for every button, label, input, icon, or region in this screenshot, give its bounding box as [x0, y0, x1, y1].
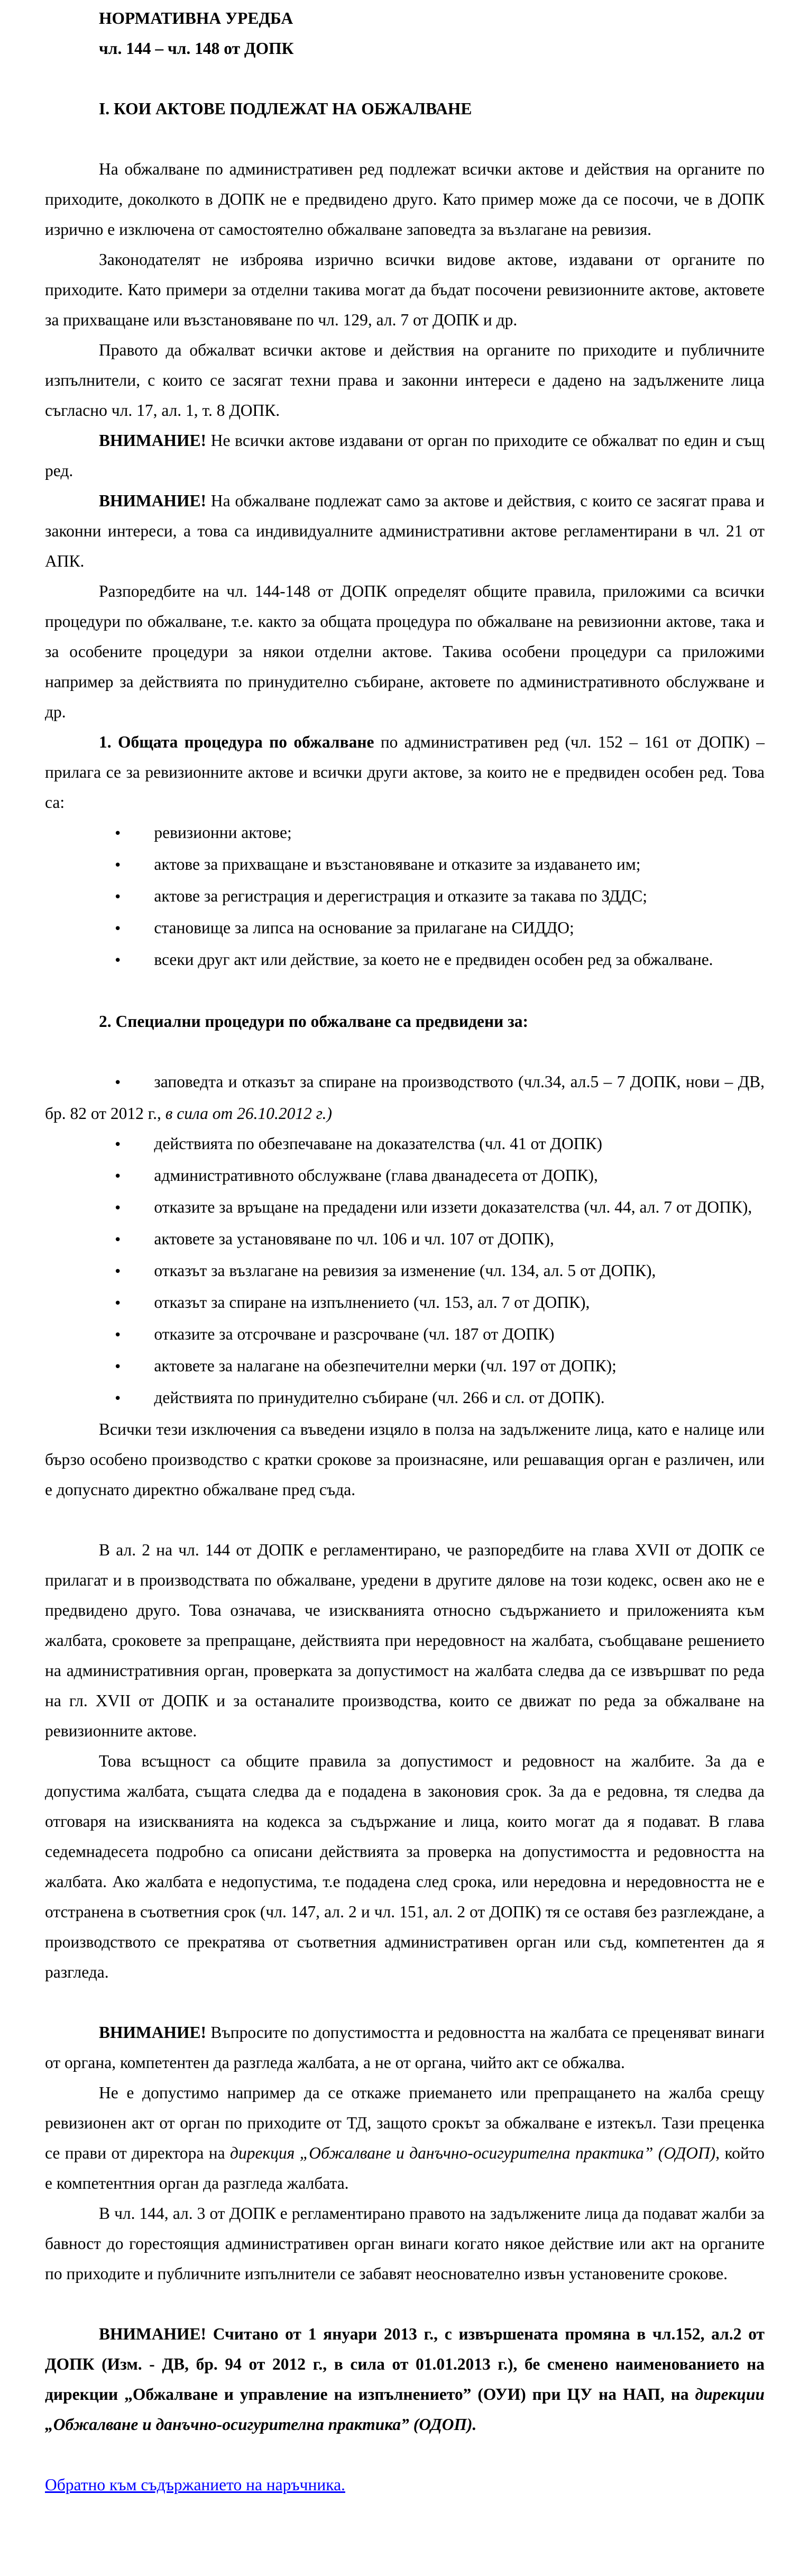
bullet-icon: • — [114, 826, 122, 842]
section-heading-1: I. КОИ АКТОВЕ ПОДЛЕЖАТ НА ОБЖАЛВАНЕ — [99, 99, 472, 118]
back-to-contents-link[interactable]: Обратно към съдържанието на наръчника. — [45, 2475, 345, 2494]
back-link-line — [45, 2470, 765, 2500]
list-item-text: актовете за установяване по чл. 106 и чл. 107 от ДОПК), — [154, 1230, 554, 1248]
warning-label: ВНИМАНИЕ! — [99, 431, 206, 450]
list-item-text: административното обслужване (глава дванадесета от ДОПК), — [154, 1166, 598, 1185]
list-item-text: становище за липса на основание за прилагане на СИДДО; — [154, 918, 574, 937]
bullet-icon: • — [114, 953, 122, 969]
general-procedure-lead: 1. Общата процедура по обжалване — [99, 733, 374, 751]
warning-bold-text: ВНИМАНИЕ! Считано от 1 януари 2013 г., с извършената промяна в чл.152, ал.2 от ДОПК (Изм. - ДВ, бр. 94 от 2012 г., в сила от 01.01.2013 г.), бе сменено наименованието на дирекции „Обжалване и управление на изпълнението” (ОУИ) при ЦУ на НАП, на — [45, 2325, 765, 2404]
bullet-list-2 — [45, 1067, 765, 1414]
bullet-list-1 — [45, 817, 765, 976]
paragraph-admissibility-rules: Това всъщност са общите правила за допустимост и редовност на жалбите. За да е допустима жалбата, същата следва да е подадена в законовия срок. За да е редовна, тя следва да отговаря на изискванията на кодекса за съдържание и лица, които могат да я подават. В глава седемнадесета подробно са описани действията за проверка на допустимостта и редовността на жалбата. Ако жалбата е недопустима, т.е подадена след срока, или нередовна и нередовността не е отстранена в съответния срок (чл. 147, ал. 2 и чл. 151, ал. 2 от ДОПК) тя се оставя без разглеждане, а производството се прекратява от съответния административен орган или съд, компетентен да я разгледа. — [45, 1752, 765, 1981]
warning-label: ВНИМАНИЕ! — [99, 2023, 206, 2042]
list-item — [45, 849, 765, 881]
list-item — [45, 913, 765, 944]
spacer — [45, 2440, 765, 2470]
paragraph-chl144-al3: В чл. 144, ал. 3 от ДОПК е регламентирано правото на задължените лица да подават жалби за бавност до горестоящия административен орган винаги когато някое действие или акт на органите по приходите и публичните изпълнители се забавят неоснователно извън установените срокове. — [45, 2204, 765, 2283]
paragraph-admin-appeal: На обжалване по административен ред подлежат всички актове и действия на органите по приходите, доколкото в ДОПК не е предвидено друго. Като пример може да се посочи, че в ДОПК изрично е изключена от самостоятелно обжалване заповедта за възлагане на ревизия. — [45, 160, 765, 239]
list-item-text: всеки друг акт или действие, за което не е предвиден особен ред за обжалване. — [154, 950, 713, 969]
warning-paragraph-2 — [45, 486, 765, 576]
spacer — [45, 63, 765, 94]
bullet-icon: • — [114, 1359, 122, 1375]
spacer — [45, 976, 765, 1006]
list-item — [45, 1160, 765, 1192]
spacer — [45, 124, 765, 154]
list-item-text: актове за регистрация и дерегистрация и отказите за такава по ЗДДС; — [154, 887, 647, 905]
bullet-icon: • — [114, 1169, 122, 1185]
warning-paragraph-3 — [45, 2017, 765, 2078]
warning-text: На обжалване подлежат само за актове и действия, с които се засягат права и законни интереси, а това са индивидуалните административни актове регламентирани в чл. 21 от АПК. — [45, 491, 765, 570]
general-procedure-rest: по административен ред (чл. 152 – 161 от ДОПК) – прилага се за ревизионните актове и всички други актове, за които не е предвиден особен ред. Това са: — [45, 733, 765, 812]
spacer — [45, 1987, 765, 2017]
bullet-icon: • — [114, 889, 122, 905]
doc-title: НОРМАТИВНА УРЕДБА — [99, 9, 293, 28]
warning-paragraph-1 — [45, 425, 765, 486]
bullet-icon: • — [114, 1137, 122, 1153]
bullet-icon: • — [114, 1232, 122, 1248]
paragraph-text: , който е компетентния орган да разгледа жалбата. — [45, 2144, 765, 2192]
list-item-text: действията по обезпечаване на доказателства (чл. 41 от ДОПК) — [154, 1134, 602, 1153]
list-item — [45, 1255, 765, 1287]
warning-text: Не всички актове издавани от орган по приходите се обжалват по един и същ ред. — [45, 431, 765, 480]
bullet-icon: • — [114, 858, 122, 873]
list-item — [45, 1067, 765, 1128]
list-item-text: действията по принудително събиране (чл. 266 и сл. от ДОПК). — [154, 1388, 605, 1407]
bullet-icon: • — [114, 1391, 122, 1407]
list-item — [45, 944, 765, 976]
list-item-text: актове за прихващане и възстановяване и отказите за издаването им; — [154, 855, 641, 873]
paragraph-legislator: Законодателят не изброява изрично всички видове актове, издавани от органите по приходите. Като примери за отделни такива могат да бъдат посочени ревизионните актове, актовете за прихващане или възстановяване по чл. 129, ал. 7 от ДОПК и др. — [45, 250, 765, 329]
bullet-icon: • — [114, 1075, 122, 1091]
paragraph-al2-chl144: В ал. 2 на чл. 144 от ДОПК е регламентирано, че разпоредбите на глава XVII от ДОПК се прилагат и в производствата по обжалване, уредени в другите дялове на този кодекс, освен ако не е предвидено друго. Това означава, че изискванията относно съдържанието и приложенията към жалбата, сроковете за препращане, действията при нередовност на жалбата, съобщаване решението на административния орган, проверката за допустимост на жалбата следва да се извършват по реда на гл. XVII от ДОПК и за останалите производства, които се движат по реда за обжалване на ревизионните актове. — [45, 1541, 765, 1740]
bullet-icon: • — [114, 1327, 122, 1343]
list-item — [45, 1287, 765, 1319]
bullet-icon: • — [114, 1296, 122, 1312]
list-item-text: отказите за връщане на предадени или иззети доказателства (чл. 44, ал. 7 от ДОПК), — [154, 1198, 752, 1216]
doc-subtitle: чл. 144 – чл. 148 от ДОПК — [99, 39, 294, 58]
list-item-text: отказът за спиране на изпълнението (чл. 153, ал. 7 от ДОПК), — [154, 1293, 590, 1312]
directorate-name-bold-italic: дирекции „Обжалване и данъчно-осигурителна практика” (ОДОП). — [45, 2385, 765, 2434]
bullet-icon: • — [114, 1264, 122, 1280]
list-item-text: отказът за възлагане на ревизия за изменение (чл. 134, ал. 5 от ДОПК), — [154, 1261, 656, 1280]
warning-paragraph-4 — [45, 2319, 765, 2440]
list-item-text: заповедта и отказът за спиране на производството (чл.34, ал.5 – 7 ДОПК, нови – ДВ, бр. 82 от 2012 г., — [45, 1072, 765, 1123]
list-item — [45, 1351, 765, 1382]
list-item — [45, 1382, 765, 1414]
list-item-italic-text: в сила от 26.10.2012 г.) — [165, 1104, 333, 1123]
paragraph-inadmissible-example — [45, 2078, 765, 2198]
paragraph-text: Не е допустимо например да се откаже приемането или препращането на жалба срещу ревизионен акт от орган по приходите от ТД, защото срокът за обжалване е изтекъл. Тази преценка се прави от директора на — [45, 2083, 765, 2162]
directorate-name-italic: дирекция „Обжалване и данъчно-осигурителна практика” (ОДОП) — [230, 2144, 716, 2162]
list-item — [45, 1128, 765, 1160]
paragraph-right-to-appeal: Правото да обжалват всички актове и действия на органите по приходите и публичните изпълнители, с които се засягат техни права и законни интереси е дадено на задължените лица съгласно чл. 17, ал. 1, т. 8 ДОПК. — [45, 341, 765, 420]
list-item-text: ревизионни актове; — [154, 823, 292, 842]
spacer — [45, 1505, 765, 1535]
warning-text: Въпросите по допустимостта и редовността на жалбата се преценяват винаги от органа, компетентен да разгледа жалбата, а не от органа, чийто акт се обжалва. — [45, 2023, 765, 2072]
warning-label: ВНИМАНИЕ! — [99, 491, 206, 510]
paragraph-general-procedure — [45, 727, 765, 817]
spacer — [45, 2289, 765, 2319]
list-item — [45, 1319, 765, 1351]
list-item — [45, 1224, 765, 1255]
list-item — [45, 1192, 765, 1224]
bullet-icon: • — [114, 1200, 122, 1216]
list-item — [45, 881, 765, 913]
paragraph-provisions: Разпоредбите на чл. 144-148 от ДОПК определят общите правила, приложими са всички процедури по обжалване, т.е. както за общата процедура по обжалване на ревизионни актове, така и за особените процедури за някои отделни актове. Такива особени процедури са приложими например за действията по принудително събиране, актовете по административното обслужване и др. — [45, 582, 765, 721]
list-item — [45, 817, 765, 849]
bullet-icon: • — [114, 921, 122, 937]
list-item-text: отказите за отсрочване и разсрочване (чл. 187 от ДОПК) — [154, 1325, 555, 1343]
section-heading-2: 2. Специални процедури по обжалване са предвидени за: — [99, 1012, 529, 1031]
list-item-text: актовете за налагане на обезпечителни мерки (чл. 197 от ДОПК); — [154, 1357, 617, 1375]
spacer — [45, 1036, 765, 1067]
paragraph-exceptions: Всички тези изключения са въведени изцяло в полза на задължените лица, като е налице или бързо особено производство с кратки срокове за произнасяне, или решаващия орган е различен, или е допуснато директно обжалване пред съда. — [45, 1420, 765, 1499]
